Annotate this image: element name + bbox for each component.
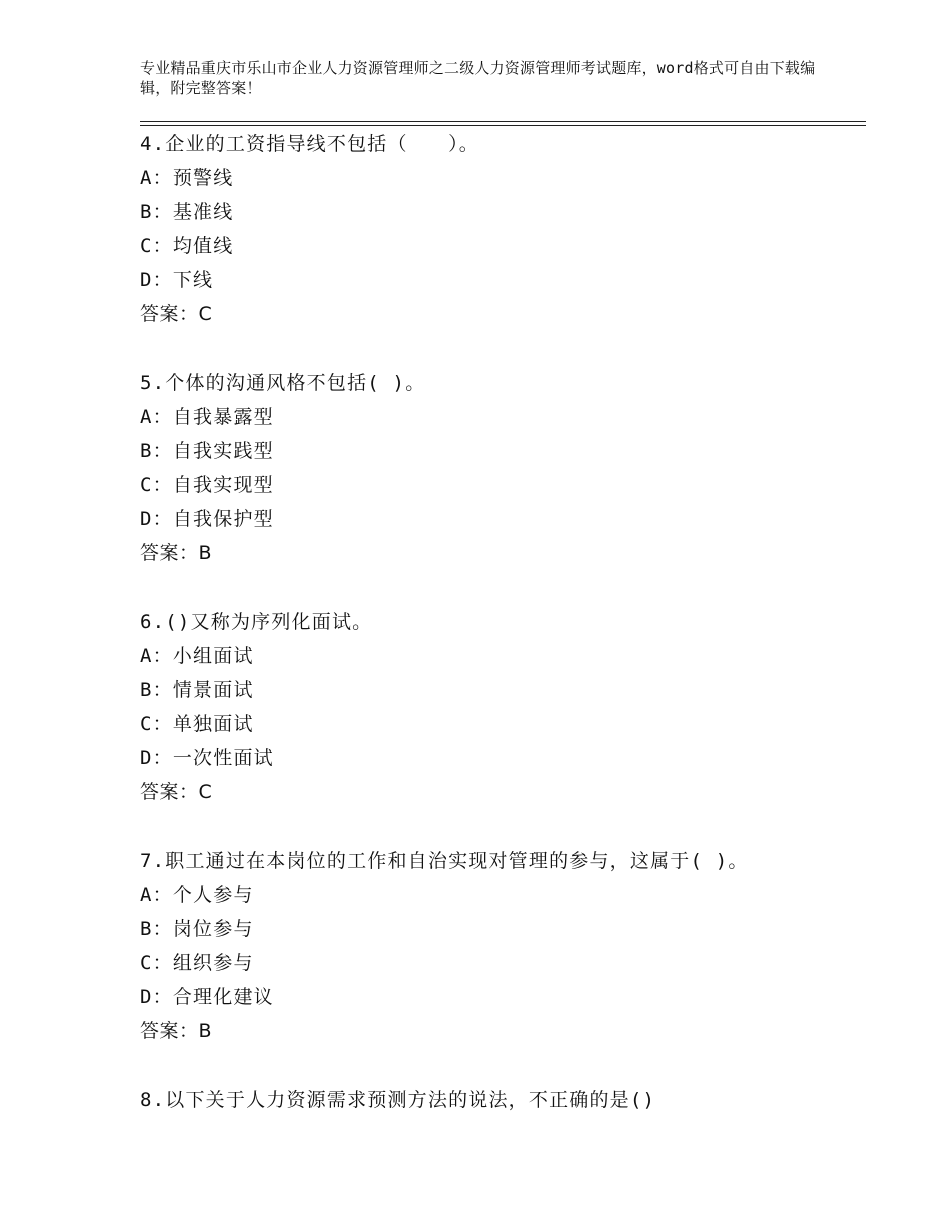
question-6-option-b: B：情景面试 xyxy=(140,679,254,701)
question-4-answer: 答案：C xyxy=(140,303,213,325)
question-6-option-c: C：单独面试 xyxy=(140,713,254,735)
question-5-option-d: D：自我保护型 xyxy=(140,508,274,530)
question-4-option-c: C：均值线 xyxy=(140,235,234,257)
question-6-text: 6.()又称为序列化面试。 xyxy=(140,611,373,633)
question-7-option-c: C：组织参与 xyxy=(140,952,254,974)
question-7-option-a: A：个人参与 xyxy=(140,884,254,906)
question-6-option-a: A：小组面试 xyxy=(140,645,254,667)
question-8-text: 8.以下关于人力资源需求预测方法的说法，不正确的是() xyxy=(140,1089,656,1111)
header-divider-top xyxy=(140,121,866,122)
question-7-option-d: D：合理化建议 xyxy=(140,986,274,1008)
question-5-option-b: B：自我实践型 xyxy=(140,440,274,462)
question-4-text: 4.企业的工资指导线不包括（ ）。 xyxy=(140,133,479,155)
question-7-text: 7.职工通过在本岗位的工作和自治实现对管理的参与，这属于( )。 xyxy=(140,850,749,872)
question-6-answer: 答案：C xyxy=(140,781,213,803)
header-divider-bottom xyxy=(140,125,866,126)
document-header: 专业精品重庆市乐山市企业人力资源管理师之二级人力资源管理师考试题库，word格式可自由下载编辑，附完整答案！ xyxy=(140,59,816,97)
question-4-option-a: A：预警线 xyxy=(140,167,234,189)
question-5-text: 5.个体的沟通风格不包括( )。 xyxy=(140,372,426,394)
question-5-answer: 答案：B xyxy=(140,542,213,564)
question-7-option-b: B：岗位参与 xyxy=(140,918,254,940)
question-4-option-b: B：基准线 xyxy=(140,201,234,223)
question-5-option-a: A：自我暴露型 xyxy=(140,406,274,428)
question-4-option-d: D：下线 xyxy=(140,269,214,291)
question-5-option-c: C：自我实现型 xyxy=(140,474,274,496)
question-6-option-d: D：一次性面试 xyxy=(140,747,274,769)
question-7-answer: 答案：B xyxy=(140,1020,213,1042)
